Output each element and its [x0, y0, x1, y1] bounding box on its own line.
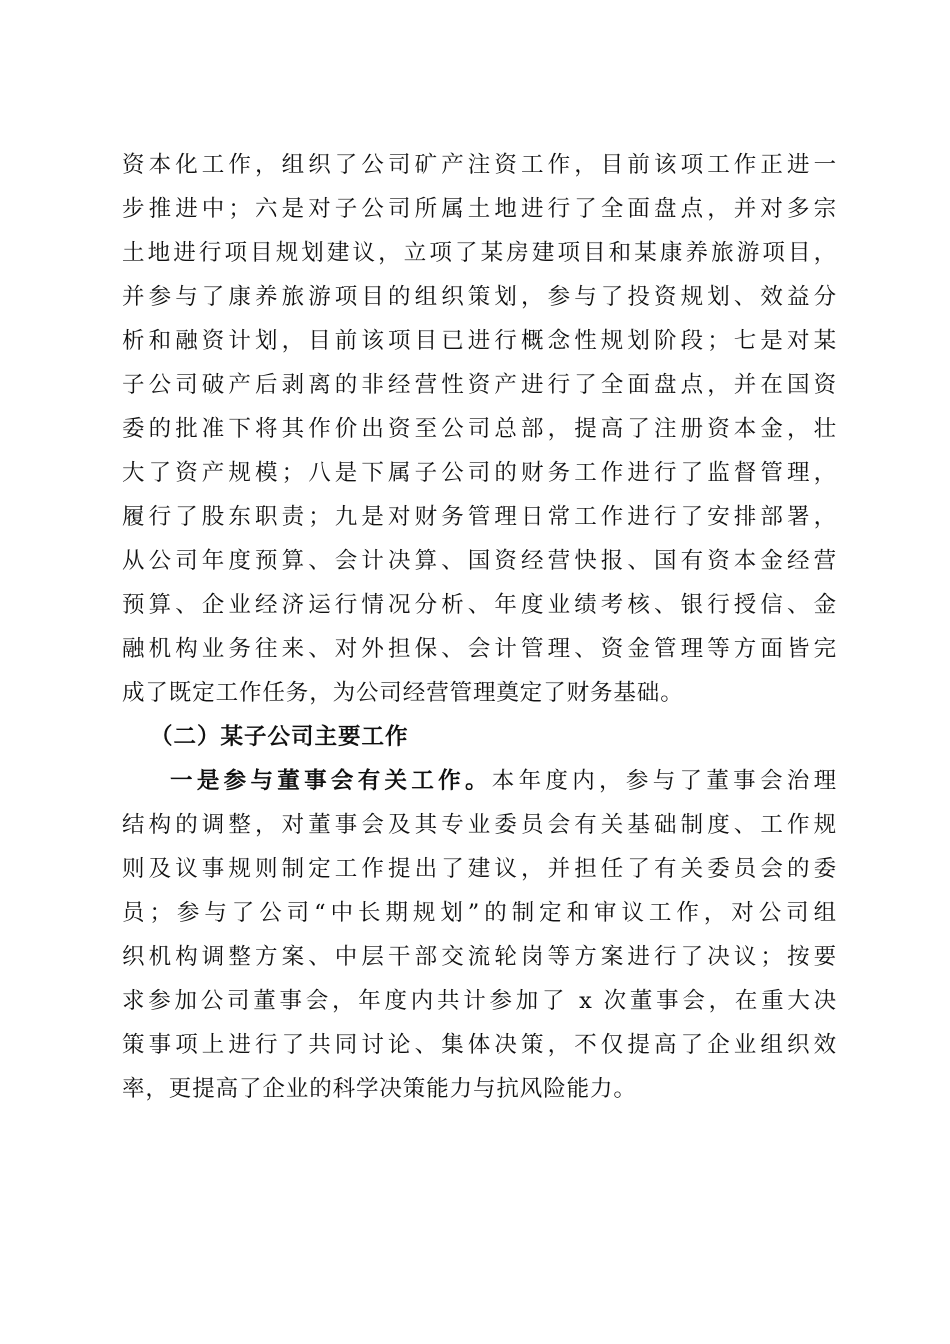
- paragraph-line: 率，更提高了企业的科学决策能力与抗风险能力。: [122, 1076, 637, 1102]
- paragraph-lead: 一是参与董事会有关工作。: [170, 768, 492, 794]
- paragraph-line: 成了既定工作任务，为公司经营管理奠定了财务基础。: [122, 680, 684, 706]
- paragraph-line: 结构的调整，对董事会及其专业委员会有关基础制度、工作规: [122, 812, 837, 838]
- paragraph-line: 大了资产规模；八是下属子公司的财务工作进行了监督管理，: [122, 460, 837, 486]
- paragraph-line: 析和融资计划，目前该项目已进行概念性规划阶段；七是对某: [122, 328, 837, 354]
- section-heading: （二）某子公司主要工作: [150, 724, 409, 750]
- paragraph-line: 求参加公司董事会，年度内共计参加了 x 次董事会，在重大决: [122, 988, 837, 1014]
- paragraph-first-line: [122, 759, 837, 803]
- paragraph-line: 融机构业务往来、对外担保、会计管理、资金管理等方面皆完: [122, 636, 837, 662]
- paragraph-line: 从公司年度预算、会计决算、国资经营快报、国有资本金经营: [122, 548, 837, 574]
- paragraph-line: 步推进中；六是对子公司所属土地进行了全面盘点，并对多宗: [122, 196, 837, 222]
- paragraph-line: 并参与了康养旅游项目的组织策划，参与了投资规划、效益分: [122, 284, 837, 310]
- document-body: [122, 143, 837, 1111]
- paragraph-line: 资本化工作，组织了公司矿产注资工作，目前该项工作正进一: [122, 152, 837, 178]
- paragraph-line: 策事项上进行了共同讨论、集体决策，不仅提高了企业组织效: [122, 1032, 837, 1058]
- paragraph-line: 则及议事规则制定工作提出了建议，并担任了有关委员会的委: [122, 856, 837, 882]
- paragraph-line: 织机构调整方案、中层干部交流轮岗等方案进行了决议；按要: [122, 944, 837, 970]
- paragraph-line: 预算、企业经济运行情况分析、年度业绩考核、银行授信、金: [122, 592, 837, 618]
- paragraph-line: 子公司破产后剥离的非经营性资产进行了全面盘点，并在国资: [122, 372, 837, 398]
- paragraph-line: 履行了股东职责；九是对财务管理日常工作进行了安排部署，: [122, 504, 837, 530]
- paragraph-line: 土地进行项目规划建议，立项了某房建项目和某康养旅游项目，: [122, 240, 837, 266]
- paragraph-line: 员；参与了公司“中长期规划”的制定和审议工作，对公司组: [122, 900, 837, 926]
- paragraph-line: 委的批准下将其作价出资至公司总部，提高了注册资本金，壮: [122, 416, 837, 442]
- paragraph-lead-rest: 本年度内，参与了董事会治理: [491, 768, 837, 794]
